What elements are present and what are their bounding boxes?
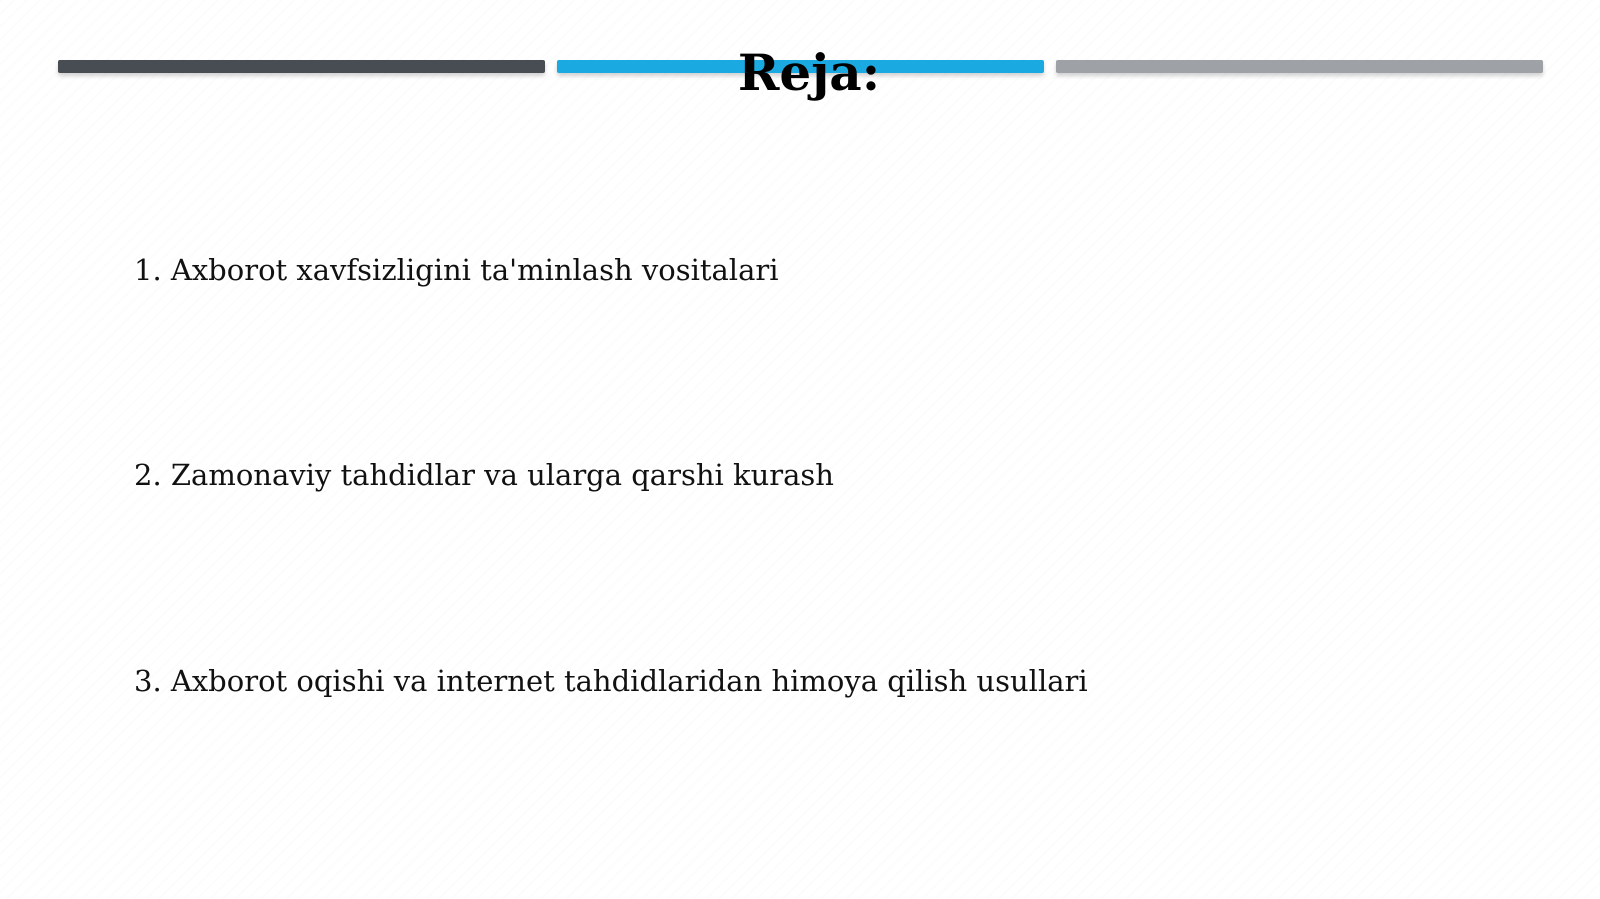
- slide-title: Reja:: [737, 43, 881, 102]
- list-item: 3. Axborot oqishi va internet tahdidlaridan himoya qilish usullari: [134, 664, 1088, 698]
- list-item: 1. Axborot xavfsizligini ta'minlash vositalari: [134, 253, 779, 287]
- list-item: 2. Zamonaviy tahdidlar va ularga qarshi kurash: [134, 458, 834, 492]
